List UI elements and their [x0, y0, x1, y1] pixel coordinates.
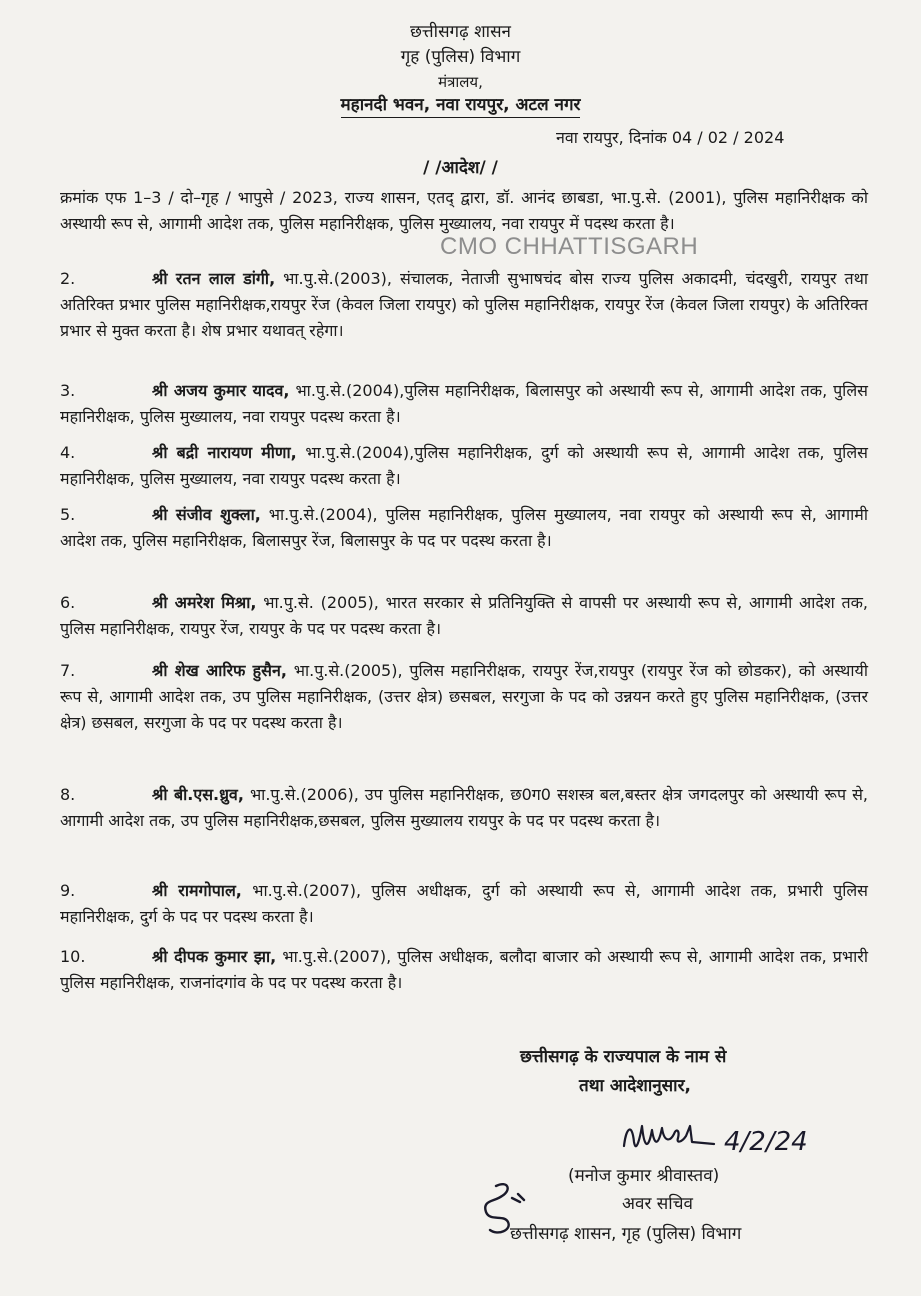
paragraph-number: 3. [60, 381, 76, 400]
signatory-name: (मनोज कुमार श्रीवास्तव) [568, 1166, 720, 1186]
paragraph-text: भा.पु.से.(2004),पुलिस महानिरीक्षक, दुर्ग को अस्थायी रूप से, आगामी आदेश तक, पुलिस महानिरीक्षक, पुलिस मुख्यालय, नवा रायपुर पदस्थ करता है। [60, 443, 868, 488]
paragraph-number: 6. [60, 593, 76, 612]
paragraph-4 [60, 440, 868, 492]
handwritten-signature [618, 1108, 848, 1168]
paragraph-6 [60, 590, 868, 642]
paragraph-8 [60, 782, 868, 834]
paragraph-text: भा.पु.से.(2004), पुलिस महानिरीक्षक, पुलिस मुख्यालय, नवा रायपुर को अस्थायी रूप से, आगामी आदेश तक, पुलिस महानिरीक्षक, बिलासपुर रेंज, बिलासपुर के पद पर पदस्थ करता है। [60, 505, 868, 550]
paragraph-7 [60, 658, 868, 736]
paragraph-number: 2. [60, 269, 76, 288]
officer-name: श्री शेख आरिफ हुसैन, [152, 661, 287, 680]
signatory-designation: अवर सचिव [622, 1194, 693, 1214]
paragraph-text: भा.पु.से.(2007), पुलिस अधीक्षक, बलौदा बाजार को अस्थायी रूप से, आगामी आदेश तक, प्रभारी पुलिस महानिरीक्षक, राजनांदगांव के पद पर पदस्थ करता है। [60, 947, 868, 992]
header-government: छत्तीसगढ़ शासन [410, 22, 511, 42]
signatory-department: छत्तीसगढ़ शासन, गृह (पुलिस) विभाग [510, 1224, 742, 1244]
paragraph-text: भा.पु.से.(2005), पुलिस महानिरीक्षक, रायपुर रेंज,रायपुर (रायपुर रेंज को छोडकर), को अस्थायी रूप से, आगामी आदेश तक, उप पुलिस महानिरीक्षक, (उत्तर क्षेत्र) छसबल, सरगुजा के पद को उन्नयन करते हुए पुलिस महानिरीक्षक, (उत्तर क्षेत्र) छसबल, सरगुजा के पद पर पदस्थ करता है। [60, 661, 868, 732]
paragraph-text: भा.पु.से.(2004),पुलिस महानिरीक्षक, बिलासपुर को अस्थायी रूप से, आगामी आदेश तक, पुलिस महानिरीक्षक, पुलिस मुख्यालय, नवा रायपुर पदस्थ करता है। [60, 381, 868, 426]
paragraph-number: 8. [60, 785, 76, 804]
paragraph-2 [60, 266, 868, 344]
paragraph-number: 7. [60, 661, 76, 680]
officer-name: श्री रतन लाल डांगी, [152, 269, 276, 288]
officer-name: श्री अजय कुमार यादव, [152, 381, 290, 400]
paragraph-1-text: क्रमांक एफ 1–3 / दो–गृह / भापुसे / 2023, राज्य शासन, एतद् द्वारा, डॉ. आनंद छाबडा, भा.पु.से. (2001), पुलिस महानिरीक्षक को अस्थायी रूप से, आगामी आदेश तक, पुलिस महानिरीक्षक, पुलिस मुख्यालय, नवा रायपुर में पदस्थ करता है। [60, 188, 868, 233]
officer-name: श्री अमरेश मिश्रा, [152, 593, 257, 612]
paragraph-10 [60, 944, 868, 996]
header-address [0, 95, 921, 115]
paragraph-number: 9. [60, 881, 76, 900]
paragraph-1 [60, 185, 868, 237]
paragraph-text: भा.पु.से.(2007), पुलिस अधीक्षक, दुर्ग को अस्थायी रूप से, आगामी आदेश तक, प्रभारी पुलिस महानिरीक्षक, दुर्ग के पद पर पदस्थ करता है। [60, 881, 869, 926]
officer-name: श्री रामगोपाल, [152, 881, 242, 900]
paragraph-number: 4. [60, 443, 76, 462]
order-date: नवा रायपुर, दिनांक 04 / 02 / 2024 [556, 128, 785, 147]
handwritten-date: 4/2/24 [724, 1127, 808, 1157]
header-address-text: महानदी भवन, नवा रायपुर, अटल नगर [341, 95, 581, 118]
paragraph-text: भा.पु.से. (2005), भारत सरकार से प्रतिनियुक्ति से वापसी पर अस्थायी रूप से, आगामी आदेश तक, पुलिस महानिरीक्षक, रायपुर रेंज, रायपुर के पद पर पदस्थ करता है। [60, 593, 868, 638]
officer-name: श्री दीपक कुमार झा, [152, 947, 277, 966]
paragraph-number: 10. [60, 947, 86, 966]
paragraph-number: 5. [60, 505, 76, 524]
signature-order-line: तथा आदेशानुसार, [579, 1076, 691, 1096]
paragraph-9 [60, 878, 868, 930]
header-ministry: मंत्रालय, [438, 73, 483, 91]
paragraph-5 [60, 502, 868, 554]
order-title: / /आदेश/ / [423, 158, 498, 178]
paragraph-text: भा.पु.से.(2006), उप पुलिस महानिरीक्षक, छ0ग0 सशस्त्र बल,बस्तर क्षेत्र जगदलपुर को अस्थायी रूप से, आगामी आदेश तक, उप पुलिस महानिरीक्षक,छसबल, पुलिस मुख्यालय रायपुर के पद पर पदस्थ करता है। [60, 785, 868, 830]
signature-authority-line: छत्तीसगढ़ के राज्यपाल के नाम से [520, 1047, 727, 1067]
header-department: गृह (पुलिस) विभाग [400, 47, 521, 67]
watermark: CMO CHHATTISGARH [440, 233, 699, 260]
officer-name: श्री बी.एस.ध्रुव, [152, 785, 244, 804]
paragraph-text: भा.पु.से.(2003), संचालक, नेताजी सुभाषचंद बोस राज्य पुलिस अकादमी, चंदखुरी, रायपुर तथा अतिरिक्त प्रभार पुलिस महानिरीक्षक,रायपुर रेंज (केवल जिला रायपुर) को पुलिस महानिरीक्षक, रायपुर रेंज (केवल जिला रायपुर) के अतिरिक्त प्रभार से मुक्त करता है। शेष प्रभार यथावत् रहेगा। [60, 269, 868, 340]
officer-name: श्री संजीव शुक्ला, [152, 505, 261, 524]
officer-name: श्री बद्री नारायण मीणा, [152, 443, 297, 462]
paragraph-3 [60, 378, 868, 430]
